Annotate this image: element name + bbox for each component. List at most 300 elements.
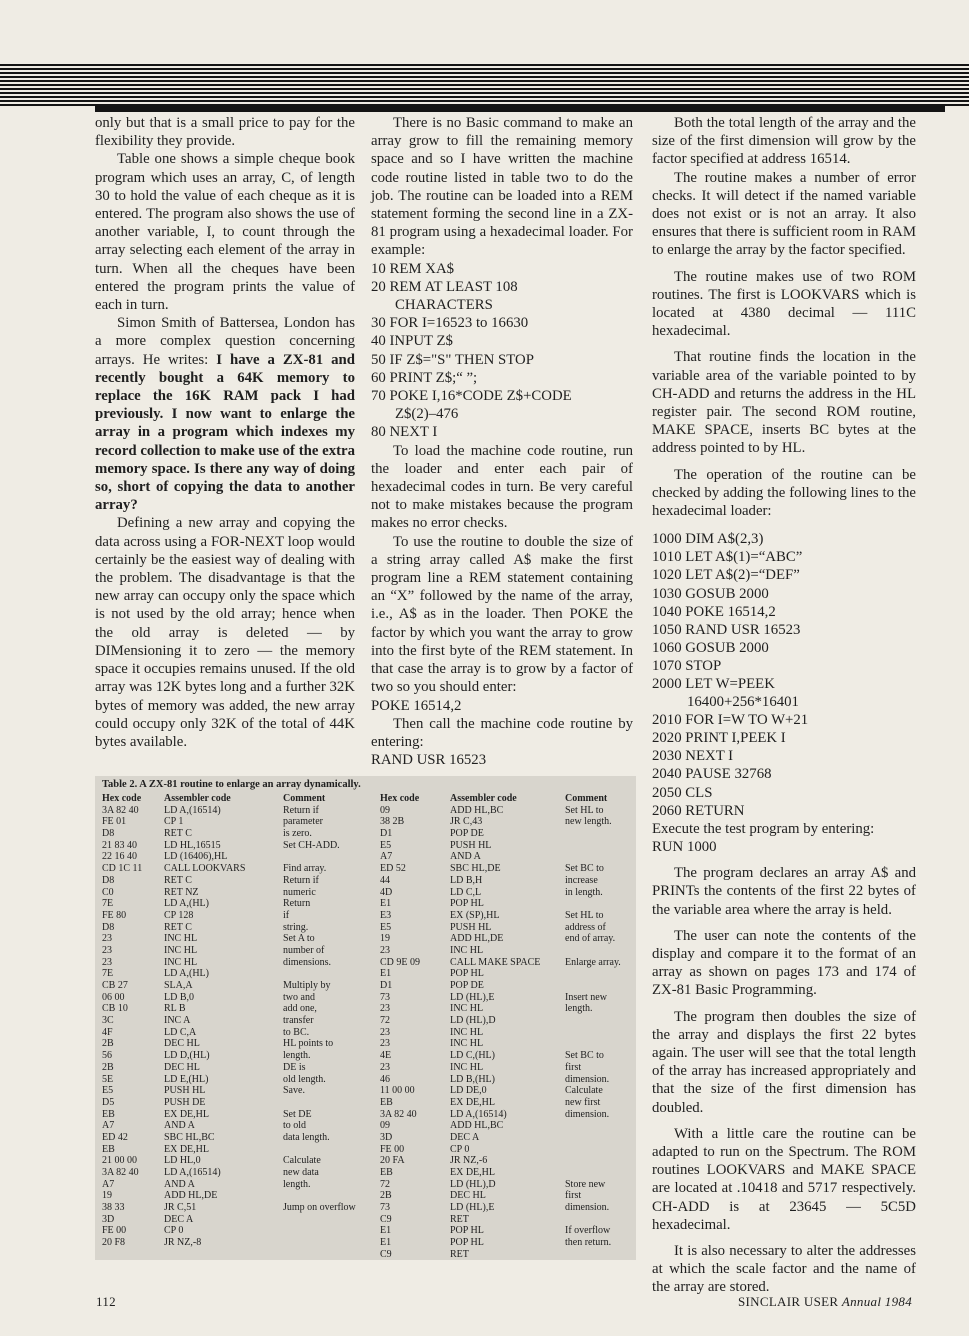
table-cell: 23 xyxy=(380,1038,390,1050)
table-cell: PUSH HL xyxy=(164,1085,206,1097)
table-cell: Insert new xyxy=(565,991,607,1003)
table-cell: if xyxy=(283,909,290,921)
right-hex-column xyxy=(380,793,420,1261)
table-cell: dimension. xyxy=(565,1202,610,1214)
table-cell: INC A xyxy=(164,1015,191,1027)
column-2 xyxy=(371,114,633,769)
table-cell: transfer xyxy=(283,1015,314,1027)
table-caption: Table 2. A ZX-81 routine to enlarge an array dynamically. xyxy=(102,779,361,790)
table-column-header: Comment xyxy=(283,793,326,804)
table-cell: ED 52 xyxy=(380,863,406,875)
table-cell: 23 xyxy=(380,1003,390,1015)
test-program-line: 16400+256*16401 xyxy=(687,694,799,711)
table-cell: Set HL to xyxy=(565,909,604,921)
table-cell: 38 33 xyxy=(102,1202,125,1214)
table-cell: D5 xyxy=(102,1096,115,1108)
loader-line: 80 NEXT I xyxy=(371,424,438,441)
loader-line: 20 REM AT LEAST 108 xyxy=(371,278,518,295)
table-cell: DEC HL xyxy=(164,1038,200,1050)
table-cell xyxy=(283,1214,356,1226)
test-program-line: 2030 NEXT I xyxy=(652,748,734,765)
col3-paragraph: The routine makes use of two ROM routines. The first is LOOKVARS which is located at 4380 decimal — 111C hexadecimal. xyxy=(652,268,916,340)
table-cell xyxy=(565,945,621,957)
table-cell: EX DE,HL xyxy=(164,1108,209,1120)
loader-line: 10 REM XA$ xyxy=(371,260,455,277)
table-cell xyxy=(565,1155,621,1167)
table-cell: 2B xyxy=(102,1061,114,1073)
test-program-line: 1060 GOSUB 2000 xyxy=(652,639,769,656)
table-cell: RET xyxy=(450,1213,469,1225)
table-cell: 4E xyxy=(380,1050,392,1062)
col3-paragraph: The user can note the contents of the display and compare it to the format of an array as shown on pages 173 and 174 of ZX-81 Basic Programming. xyxy=(652,927,916,999)
table-cell: EB xyxy=(380,1167,393,1178)
table-cell: EB xyxy=(102,1143,115,1155)
table-cell: POP HL xyxy=(450,1237,484,1249)
table-cell: INC HL xyxy=(450,1003,484,1015)
table-cell: EB xyxy=(102,1108,115,1120)
test-program-line: 1040 POKE 16514,2 xyxy=(652,603,776,620)
table-cell: CP 1 xyxy=(164,816,184,828)
table-cell: LD A,(16514) xyxy=(164,804,221,816)
table-cell: LD B,H xyxy=(450,874,483,886)
table-cell: 23 xyxy=(102,933,112,945)
test-program-line: 2000 LET W=PEEK xyxy=(652,676,775,693)
table-column-header: Hex code xyxy=(102,793,142,804)
table-cell: INC HL xyxy=(164,933,198,945)
table-cell: LD HL,0 xyxy=(164,1155,201,1167)
table-cell: add one, xyxy=(283,1003,317,1015)
table-cell: A7 xyxy=(380,851,393,863)
test-program-line: 1030 GOSUB 2000 xyxy=(652,585,769,602)
col3-paragraph: That routine finds the location in the variable area of the variable pointed to by CH-ADD and returns the address in the HL register pair. The second ROM routine, MAKE SPACE, inserts BC bytes at the address pointed to by HL. xyxy=(652,349,916,457)
table-cell: number of xyxy=(283,944,325,956)
table-cell: increase xyxy=(565,874,598,886)
table-cell: then return. xyxy=(565,1237,612,1249)
table-cell: SBC HL,DE xyxy=(450,863,501,875)
table-cell: JR NZ,-8 xyxy=(164,1237,202,1249)
table-cell xyxy=(565,1249,621,1261)
col3-paragraph: The program declares an array A$ and PRINTs the contents of the first 22 bytes of the variable area where the array is held. xyxy=(652,865,916,918)
table-cell: LD DE,0 xyxy=(450,1085,487,1097)
table-cell: 7E xyxy=(102,898,114,910)
table-cell: 3A 82 40 xyxy=(102,1167,139,1178)
table-cell: C9 xyxy=(380,1248,392,1260)
col3-paragraph: It is also necessary to alter the addresses at which the scale factor and the name of the array are stored. xyxy=(652,1243,916,1296)
column-3 xyxy=(652,114,916,1297)
table-cell: Set HL to xyxy=(565,804,604,816)
col2-paragraph: Then call the machine code routine by entering: xyxy=(371,715,633,750)
table-cell: ADD HL,DE xyxy=(450,933,504,945)
table-cell: JR C,43 xyxy=(450,816,483,828)
table-cell: INC HL xyxy=(450,1026,484,1038)
table-cell: E5 xyxy=(380,921,392,933)
table-cell: Calculate xyxy=(565,1085,603,1097)
table-cell: 46 xyxy=(380,1073,390,1085)
table-cell: 23 xyxy=(380,944,390,956)
col3-paragraph: With a little care the routine can be adapted to run on the Spectrum. The ROM routines LOOKVARS and MAKE SPACE are located at .10418 and 5717 respectively. CH-ADD is at 23645 — 5C5D hexadecimal. xyxy=(652,1125,916,1233)
table-cell: is zero. xyxy=(283,828,312,840)
table-cell: LD (HL),D xyxy=(450,1015,496,1027)
table-cell: 38 2B xyxy=(380,816,405,828)
table-cell: Multiply by xyxy=(283,980,331,991)
table-cell: 23 xyxy=(102,944,112,956)
table-cell xyxy=(565,1015,621,1027)
table-cell: INC HL xyxy=(164,956,198,968)
table-cell: 2B xyxy=(380,1190,392,1202)
table-cell: Enlarge array. xyxy=(565,956,621,968)
table-cell: E5 xyxy=(102,1085,114,1097)
table-cell: LD A,(HL) xyxy=(164,898,209,910)
table-cell: DEC A xyxy=(450,1131,480,1143)
left-assembler-column xyxy=(164,793,245,1249)
table-cell: dimensions. xyxy=(283,956,332,968)
table-cell: 20 FA xyxy=(380,1155,405,1167)
table-cell: RET C xyxy=(164,828,192,840)
table-cell: AND A xyxy=(164,1120,195,1132)
table-cell: EX DE,HL xyxy=(450,1096,495,1108)
test-program-line: 2040 PAUSE 32768 xyxy=(652,766,772,783)
table-cell: 19 xyxy=(380,933,390,945)
test-program-line: 1070 STOP xyxy=(652,657,722,674)
table-cell: data length. xyxy=(283,1131,330,1143)
table-cell: LD C,L xyxy=(450,886,482,898)
table-cell: 3A 82 40 xyxy=(102,804,139,816)
table-cell xyxy=(565,1027,621,1039)
table-cell: POP DE xyxy=(450,828,484,840)
table-cell: E3 xyxy=(380,909,392,921)
table-cell: in length. xyxy=(565,886,603,898)
table-cell xyxy=(565,851,621,863)
table-cell: dimension. xyxy=(565,1073,610,1085)
table-cell: EX DE,HL xyxy=(164,1143,209,1155)
table-cell: POP HL xyxy=(450,968,484,980)
table-cell: Calculate xyxy=(283,1155,321,1167)
loader-listing xyxy=(371,260,633,442)
table-cell: INC HL xyxy=(450,1038,484,1050)
table-cell: 73 xyxy=(380,991,390,1003)
table-cell: LD B,0 xyxy=(164,991,194,1003)
header-rule xyxy=(95,106,945,112)
table-cell: Set CH-ADD. xyxy=(283,839,340,851)
table-cell: 21 00 00 xyxy=(102,1155,137,1167)
question-intro: Simon Smith of Battersea, London has a more complex question concerning arrays. He writes: xyxy=(95,315,355,368)
table-cell: LD HL,16515 xyxy=(164,839,221,851)
table-cell: 23 xyxy=(380,1061,390,1073)
table-cell: RET C xyxy=(164,874,192,886)
table-cell: RL B xyxy=(164,1003,186,1015)
table-cell: EB xyxy=(380,1096,393,1108)
table-cell: 23 xyxy=(380,1026,390,1038)
table-cell xyxy=(565,968,621,980)
table-cell xyxy=(565,1214,621,1226)
table-cell: two and xyxy=(283,991,315,1003)
col1-paragraph: Table one shows a simple cheque book program which uses an array, C, of length 30 to hold the value of each cheque as it is entered. The program also shows the use of another variable, I, to count through the array selecting each element of the array in turn. When all the cheques have been entered the program prints the value of each in turn. xyxy=(95,151,355,314)
table-cell: LD A,(16514) xyxy=(450,1108,507,1120)
table-cell xyxy=(565,1144,621,1156)
table-cell: 73 xyxy=(380,1202,390,1214)
table-cell: LD (HL),E xyxy=(450,991,495,1003)
table-cell: FE 80 xyxy=(102,909,127,921)
left-hex-column xyxy=(102,793,142,1249)
table-cell: SLA,A xyxy=(164,980,193,991)
loader-line: 40 INPUT Z$ xyxy=(371,333,453,350)
table-column-header: Comment xyxy=(565,793,608,804)
table-cell: Return xyxy=(283,898,311,910)
loader-line: 50 IF Z$="S" THEN STOP xyxy=(371,351,534,368)
table-cell: 4F xyxy=(102,1026,113,1038)
table-cell: C9 xyxy=(380,1213,392,1225)
run-command: RUN 1000 xyxy=(652,838,717,855)
col3-paragraph: The routine makes a number of error checks. It will detect if the named variable does not exist or is not an array. It also ensures that there is sufficient room in RAM to enlarge the array by the factor specified. xyxy=(652,169,916,259)
table-column-header: Hex code xyxy=(380,793,420,804)
table-cell: If overflow xyxy=(565,1225,611,1237)
table-cell: JR C,51 xyxy=(164,1202,197,1214)
table-cell: ADD HL,BC xyxy=(450,1120,504,1132)
table-cell: CD 9E 09 xyxy=(380,956,420,968)
table-cell: 72 xyxy=(380,1015,390,1027)
table-cell: A7 xyxy=(102,1178,115,1190)
right-comment-column xyxy=(565,793,621,1261)
table-cell: LD (HL),D xyxy=(450,1178,496,1190)
table-cell: DE is xyxy=(283,1061,306,1073)
table-cell: 19 xyxy=(102,1190,112,1202)
table-cell: Store new xyxy=(565,1178,606,1190)
table-cell: 4D xyxy=(380,886,393,898)
table-cell xyxy=(283,1237,356,1249)
table-cell: 09 xyxy=(380,1120,390,1132)
table-cell: LD E,(HL) xyxy=(164,1073,209,1085)
table-cell: POP HL xyxy=(450,898,484,910)
table-cell: end of array. xyxy=(565,933,616,945)
table-cell: RET C xyxy=(164,921,192,933)
table-cell: ADD HL,BC xyxy=(450,804,504,816)
table-2 xyxy=(95,776,636,1260)
rand-usr-command: RAND USR 16523 xyxy=(371,752,487,769)
col1-paragraph-question xyxy=(95,314,355,514)
table-cell: HL points to xyxy=(283,1038,334,1050)
table-cell: 22 16 40 xyxy=(102,851,137,863)
table-cell: Jump on overflow xyxy=(283,1202,356,1214)
table-cell xyxy=(565,840,621,852)
table-cell: Return if xyxy=(283,804,319,816)
table-cell: E1 xyxy=(380,898,392,910)
loader-line: Z$(2)–476 xyxy=(395,406,459,423)
table-cell: CB 27 xyxy=(102,980,128,991)
table-cell: EX DE,HL xyxy=(450,1167,495,1178)
test-program-line: 1020 LET A$(2)=“DEF” xyxy=(652,567,800,584)
table-cell: LD A,(16514) xyxy=(164,1167,221,1178)
table-cell: Set BC to xyxy=(565,863,604,875)
table-cell: D1 xyxy=(380,828,393,840)
table-cell: 7E xyxy=(102,968,114,980)
table-cell: POP DE xyxy=(450,980,484,991)
table-cell: dimension. xyxy=(565,1108,610,1120)
loader-line: CHARACTERS xyxy=(395,297,493,314)
col1-paragraph: Defining a new array and copying the data across using a FOR-NEXT loop would certainly be the easiest way of dealing with the problem. The disadvantage is that the new array can occupy only the space which is not used by the old array; hence when the old array is deleted — by DIMensioning it to zero — the memory space it occupies remains unused. If the old array was 12K bytes long and a further 32K bytes of memory was added, the new array could occupy only 32K of the total of 44K bytes available. xyxy=(95,515,355,750)
test-program-line: 2020 PRINT I,PEEK I xyxy=(652,730,786,747)
table-cell: Return if xyxy=(283,874,319,886)
table-cell: numeric xyxy=(283,886,316,898)
table-cell: D8 xyxy=(102,828,115,840)
table-column-header: Assembler code xyxy=(164,793,231,804)
table-cell: to BC. xyxy=(283,1026,310,1038)
table-cell xyxy=(283,1097,356,1109)
table-cell: CP 128 xyxy=(164,909,194,921)
table-cell: INC HL xyxy=(450,1061,484,1073)
test-program-line: 1010 LET A$(1)=“ABC” xyxy=(652,549,803,566)
table-cell: ADD HL,DE xyxy=(164,1190,218,1202)
table-cell: PUSH DE xyxy=(164,1096,206,1108)
col2-paragraph: To use the routine to double the size of a string array called A$ make the first program line a REM statement containing an “X” followed by the name of the array, i.e., A$ as in the loader. Then POKE the factor by which you want the array to grow into the first byte of the REM statement. In that case the array is to grow by a factor of two so you should enter: xyxy=(371,533,633,696)
table-cell: 20 F8 xyxy=(102,1237,126,1249)
table-cell: string. xyxy=(283,921,309,933)
table-cell: Save. xyxy=(283,1085,305,1097)
reader-question: I have a ZX-81 and recently bought a 64K memory to replace the 16K RAM pack I had previously. I now want to enlarge the array in a program which indexes my record collection to make use of the extra memory space. Is there any way of doing so, short of copying the data to another array? xyxy=(95,351,355,514)
table-cell: first xyxy=(565,1190,582,1202)
table-cell: INC HL xyxy=(450,944,484,956)
table-cell: D1 xyxy=(380,980,393,991)
table-cell: RET xyxy=(450,1248,469,1260)
test-program-line: 2050 CLS xyxy=(652,784,713,801)
table-cell: 72 xyxy=(380,1178,390,1190)
table-cell: CALL MAKE SPACE xyxy=(450,956,541,968)
test-program-line: 2060 RETURN xyxy=(652,802,745,819)
table-cell: parameter xyxy=(283,816,323,828)
table-cell: 21 83 40 xyxy=(102,839,137,851)
table-cell: LD D,(HL) xyxy=(164,1050,210,1062)
table-cell xyxy=(565,1132,621,1144)
table-cell: 3A 82 40 xyxy=(380,1108,417,1120)
table-cell: Set BC to xyxy=(565,1050,604,1062)
table-cell: Set A to xyxy=(283,933,315,945)
table-cell: 5E xyxy=(102,1073,114,1085)
table-cell: length. xyxy=(283,1178,311,1190)
table-cell: SBC HL,BC xyxy=(164,1131,215,1143)
table-cell: 09 xyxy=(380,804,390,816)
table-cell xyxy=(565,980,621,992)
right-assembler-column xyxy=(450,793,540,1261)
table-cell: INC HL xyxy=(164,944,198,956)
table-cell: LD A,(HL) xyxy=(164,968,209,980)
table-cell: FE 00 xyxy=(380,1143,405,1155)
table-cell: 23 xyxy=(102,956,112,968)
table-cell: first xyxy=(565,1061,582,1073)
table-cell: new first xyxy=(565,1096,601,1108)
table-cell: LD C,A xyxy=(164,1026,197,1038)
footer-publication xyxy=(738,1294,912,1310)
test-program-listing xyxy=(652,530,916,820)
col3-paragraph: The operation of the routine can be checked by adding the following lines to the hexadecimal loader: xyxy=(652,466,916,520)
table-cell: E1 xyxy=(380,1225,392,1237)
table-cell: CP 0 xyxy=(450,1143,470,1155)
table-cell: old length. xyxy=(283,1073,326,1085)
col3-paragraph: Both the total length of the array and the size of the first dimension will grow by the factor specified at address 16514. xyxy=(652,115,916,168)
table-cell: LD C,(HL) xyxy=(450,1050,495,1062)
loader-line: 30 FOR I=16523 to 16630 xyxy=(371,315,529,332)
col2-paragraph: To load the machine code routine, run the loader and enter each pair of hexadecimal codes in turn. Be very careful not to make mistakes because the program makes no error checks. xyxy=(371,442,633,532)
table-cell: Find array. xyxy=(283,863,327,875)
test-program-line: 2010 FOR I=W TO W+21 xyxy=(652,712,809,729)
table-column-header: Assembler code xyxy=(450,793,517,804)
table-cell: EX (SP),HL xyxy=(450,909,500,921)
table-cell xyxy=(565,1167,621,1179)
table-cell xyxy=(283,1190,356,1202)
table-cell: E5 xyxy=(380,839,392,851)
table-cell xyxy=(283,968,356,980)
table-cell: E1 xyxy=(380,968,392,980)
table-cell xyxy=(283,1225,356,1237)
table-cell: POP HL xyxy=(450,1225,484,1237)
loader-line: 60 PRINT Z$;“ ”; xyxy=(371,369,478,386)
table-cell: CALL LOOKVARS xyxy=(164,863,246,875)
table-cell xyxy=(565,828,621,840)
table-cell: C0 xyxy=(102,886,114,898)
table-cell: 56 xyxy=(102,1050,112,1062)
col3-paragraph: Execute the test program by entering: xyxy=(652,820,875,837)
table-cell: 44 xyxy=(380,874,390,886)
table-cell: 3C xyxy=(102,1015,114,1027)
page-number: 112 xyxy=(96,1294,116,1309)
table-cell xyxy=(565,1038,621,1050)
col3-paragraph: The program then doubles the size of the array and displays the first 22 bytes again. The user will see that the total length of the array has increased appropriately and that the size of the first dimension has doubled. xyxy=(652,1008,916,1116)
header-rule-band xyxy=(0,64,969,106)
table-cell: address of xyxy=(565,921,606,933)
test-program-line: 1050 RAND USR 16523 xyxy=(652,621,801,638)
table-cell: DEC A xyxy=(164,1213,194,1225)
table-cell: 06 00 xyxy=(102,991,125,1003)
table-cell: length. xyxy=(565,1003,593,1015)
table-cell: E1 xyxy=(380,1237,392,1249)
table-cell: 3D xyxy=(102,1213,115,1225)
table-cell: CB 10 xyxy=(102,1003,128,1015)
table-cell: FE 01 xyxy=(102,816,127,828)
table-cell xyxy=(565,898,621,910)
table-cell: LD (HL),E xyxy=(450,1202,495,1214)
table-cell: 3D xyxy=(380,1131,393,1143)
test-program-line: 1000 DIM A$(2,3) xyxy=(652,531,764,548)
table-cell: AND A xyxy=(164,1178,195,1190)
table-cell: new length. xyxy=(565,816,612,828)
col1-paragraph: only but that is a small price to pay for the flexibility they provide. xyxy=(95,115,355,150)
table-cell: RET NZ xyxy=(164,886,199,898)
table-cell: JR NZ,-6 xyxy=(450,1155,488,1167)
table-cell: to old xyxy=(283,1120,307,1132)
table-cell: ED 42 xyxy=(102,1131,128,1143)
table-cell: LD (16406),HL xyxy=(164,851,228,863)
table-cell xyxy=(283,1144,356,1156)
table-cell: AND A xyxy=(450,851,481,863)
col2-paragraph: There is no Basic command to make an array grow to fill the remaining memory space and so I have written the machine code routine listed in table two to do the job. The routine can be loaded into a REM statement forming the second line in a ZX-81 program using a hexadecimal loader. For example: xyxy=(371,115,633,259)
table-cell: PUSH HL xyxy=(450,921,492,933)
journal-name: SINCLAIR USER xyxy=(738,1294,839,1309)
table-cell: DEC HL xyxy=(450,1190,486,1202)
loader-line: 70 POKE I,16*CODE Z$+CODE xyxy=(371,388,572,405)
table-cell: new data xyxy=(283,1167,319,1178)
column-1 xyxy=(95,114,355,751)
table-cell: length. xyxy=(283,1050,311,1062)
table-cell: A7 xyxy=(102,1120,115,1132)
table-cell: D8 xyxy=(102,874,115,886)
table-cell: DEC HL xyxy=(164,1061,200,1073)
left-comment-column xyxy=(283,793,356,1249)
table-cell: CD 1C 11 xyxy=(102,863,143,875)
table-cell: Set DE xyxy=(283,1108,312,1120)
table-cell: CP 0 xyxy=(164,1225,184,1237)
table-cell: PUSH HL xyxy=(450,839,492,851)
table-cell: 2B xyxy=(102,1038,114,1050)
issue-name: Annual 1984 xyxy=(841,1294,912,1309)
table-cell: D8 xyxy=(102,921,115,933)
